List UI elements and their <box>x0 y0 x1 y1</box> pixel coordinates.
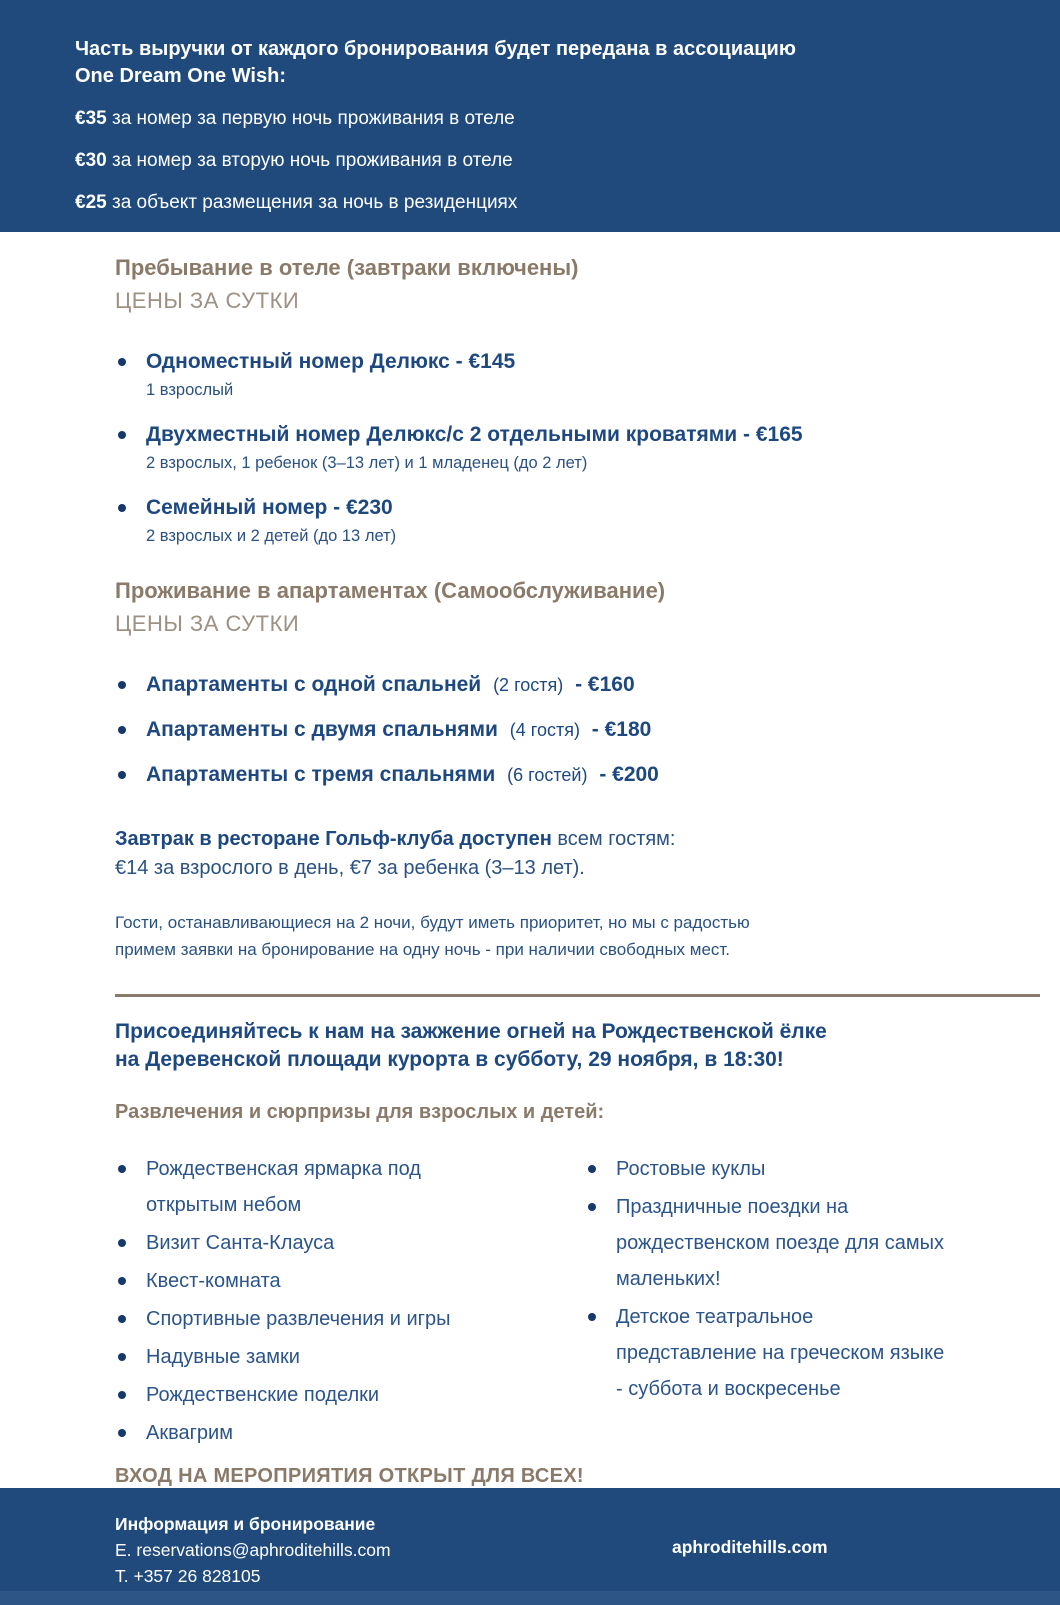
list-item <box>115 1415 585 1451</box>
activity-label: Надувные замки <box>146 1346 300 1368</box>
activity-label: Рождественские поделки <box>146 1384 380 1406</box>
donation-list <box>75 107 985 214</box>
donation-heading-line2: One Dream One Wish: <box>75 65 286 87</box>
apartment-guests: (6 гостей) <box>507 765 588 785</box>
apartment-name: Апартаменты с двумя спальнями <box>146 718 498 741</box>
footer-phone: T. +357 26 828105 <box>115 1566 261 1586</box>
list-item <box>115 422 1040 474</box>
apartment-guests: (2 гостя) <box>493 675 564 695</box>
bullet-icon <box>118 1391 126 1399</box>
event-heading <box>115 1018 1040 1074</box>
event-subheading: Развлечения и сюрпризы для взрослых и детей: <box>115 1101 605 1123</box>
event-heading-line2: на Деревенской площади курорта в субботу, 29 ноября, в 18:30! <box>115 1048 784 1071</box>
donation-text: за объект размещения за ночь в резиденциях <box>111 192 518 213</box>
list-item <box>115 1263 585 1299</box>
main-content <box>0 232 1060 1488</box>
activity-label: Рождественская ярмарка под открытым небом <box>146 1158 421 1216</box>
bullet-icon <box>118 358 126 366</box>
bullet-icon <box>118 431 126 439</box>
bullet-icon <box>118 504 126 512</box>
room-title: Семейный номер - €230 <box>146 496 393 519</box>
apartment-price-list <box>115 672 1040 788</box>
activity-label: Спортивные развлечения и игры <box>146 1308 451 1330</box>
list-item <box>115 1151 585 1223</box>
footer <box>0 1488 1060 1591</box>
donation-line <box>75 107 985 130</box>
breakfast-info-rest: всем гостям: <box>551 828 676 850</box>
donation-heading-line1: Часть выручки от каждого бронирования будет передана в ассоциацию <box>75 38 796 60</box>
room-occupancy: 2 взрослых и 2 детей (до 13 лет) <box>146 527 397 545</box>
list-item <box>115 349 1040 401</box>
donation-amount: €25 <box>75 192 107 213</box>
priority-note <box>115 909 1040 963</box>
bullet-icon <box>118 1239 126 1247</box>
bullet-icon <box>588 1313 596 1321</box>
apartment-name: Апартаменты с тремя спальнями <box>146 763 496 786</box>
activity-label: Визит Санта-Клауса <box>146 1232 335 1254</box>
bullet-icon <box>118 1165 126 1173</box>
apartment-price: - €160 <box>575 673 635 696</box>
hotel-section-subtitle: ЦЕНЫ ЗА СУТКИ <box>115 288 300 313</box>
breakfast-info-prices: €14 за взрослого в день, €7 за ребенка (3–13 лет). <box>115 857 585 879</box>
donation-amount: €30 <box>75 150 107 171</box>
apartments-section-title: Проживание в апартаментах (Самообслуживание) <box>115 578 666 603</box>
event-heading-line1: Присоединяйтесь к нам на зажжение огней на Рождественской ёлке <box>115 1020 827 1043</box>
list-item <box>115 1339 585 1375</box>
apartments-section-subtitle: ЦЕНЫ ЗА СУТКИ <box>115 611 300 636</box>
breakfast-info <box>115 825 1040 883</box>
entry-note: ВХОД НА МЕРОПРИЯТИЯ ОТКРЫТ ДЛЯ ВСЕХ! <box>115 1465 584 1487</box>
priority-note-line1: Гости, останавливающиеся на 2 ночи, будут иметь приоритет, но мы с радостью <box>115 913 750 932</box>
donation-text: за номер за вторую ночь проживания в отеле <box>111 150 513 171</box>
room-occupancy: 2 взрослых, 1 ребенок (3–13 лет) и 1 младенец (до 2 лет) <box>146 454 588 472</box>
activities-list-right <box>585 1151 1040 1453</box>
donation-heading <box>75 36 985 90</box>
activity-label: Праздничные поездки на рождественском поезде для самых маленьких! <box>616 1196 945 1290</box>
hotel-price-list <box>115 349 1040 547</box>
bullet-icon <box>118 726 126 734</box>
list-item <box>115 1225 585 1261</box>
footer-accent-strip <box>0 1591 1060 1605</box>
list-item <box>585 1151 1040 1187</box>
bullet-icon <box>588 1203 596 1211</box>
footer-info-title: Информация и бронирование <box>115 1514 376 1534</box>
activity-label: Детское театральное представление на греческом языке - суббота и воскресенье <box>616 1306 945 1400</box>
hotel-section-title: Пребывание в отеле (завтраки включены) <box>115 255 579 280</box>
apartment-price: - €200 <box>599 763 659 786</box>
room-title: Одноместный номер Делюкс - €145 <box>146 350 516 373</box>
bullet-icon <box>118 681 126 689</box>
room-occupancy: 1 взрослый <box>146 381 234 399</box>
bullet-icon <box>118 1277 126 1285</box>
list-item <box>585 1189 1040 1297</box>
bullet-icon <box>118 1353 126 1361</box>
bullet-icon <box>588 1165 596 1173</box>
bullet-icon <box>118 1315 126 1323</box>
bullet-icon <box>118 771 126 779</box>
list-item <box>115 1377 585 1413</box>
bullet-icon <box>118 1429 126 1437</box>
footer-website: aphroditehills.com <box>672 1537 828 1557</box>
list-item <box>585 1299 1040 1407</box>
footer-email: E. reservations@aphroditehills.com <box>115 1540 391 1560</box>
apartment-guests: (4 гостя) <box>509 720 580 740</box>
donation-amount: €35 <box>75 108 107 129</box>
apartment-name: Апартаменты с одной спальней <box>146 673 482 696</box>
priority-note-line2: примем заявки на бронирование на одну ночь - при наличии свободных мест. <box>115 940 731 959</box>
list-item <box>115 762 1040 788</box>
activities-columns <box>115 1151 1040 1453</box>
section-divider <box>115 994 1040 997</box>
donation-banner <box>0 0 1060 232</box>
activity-label: Ростовые куклы <box>616 1158 766 1180</box>
room-title: Двухместный номер Делюкс/с 2 отдельными кроватями - €165 <box>146 423 803 446</box>
donation-line <box>75 149 985 172</box>
activity-label: Аквагрим <box>146 1422 233 1444</box>
list-item <box>115 717 1040 743</box>
activity-label: Квест-комната <box>146 1270 281 1292</box>
breakfast-info-bold: Завтрак в ресторане Гольф-клуба доступен <box>115 828 552 850</box>
list-item <box>115 495 1040 547</box>
donation-line <box>75 191 985 214</box>
donation-text: за номер за первую ночь проживания в отеле <box>111 108 515 129</box>
list-item <box>115 672 1040 698</box>
list-item <box>115 1301 585 1337</box>
apartment-price: - €180 <box>591 718 652 741</box>
activities-list-left <box>115 1151 585 1453</box>
